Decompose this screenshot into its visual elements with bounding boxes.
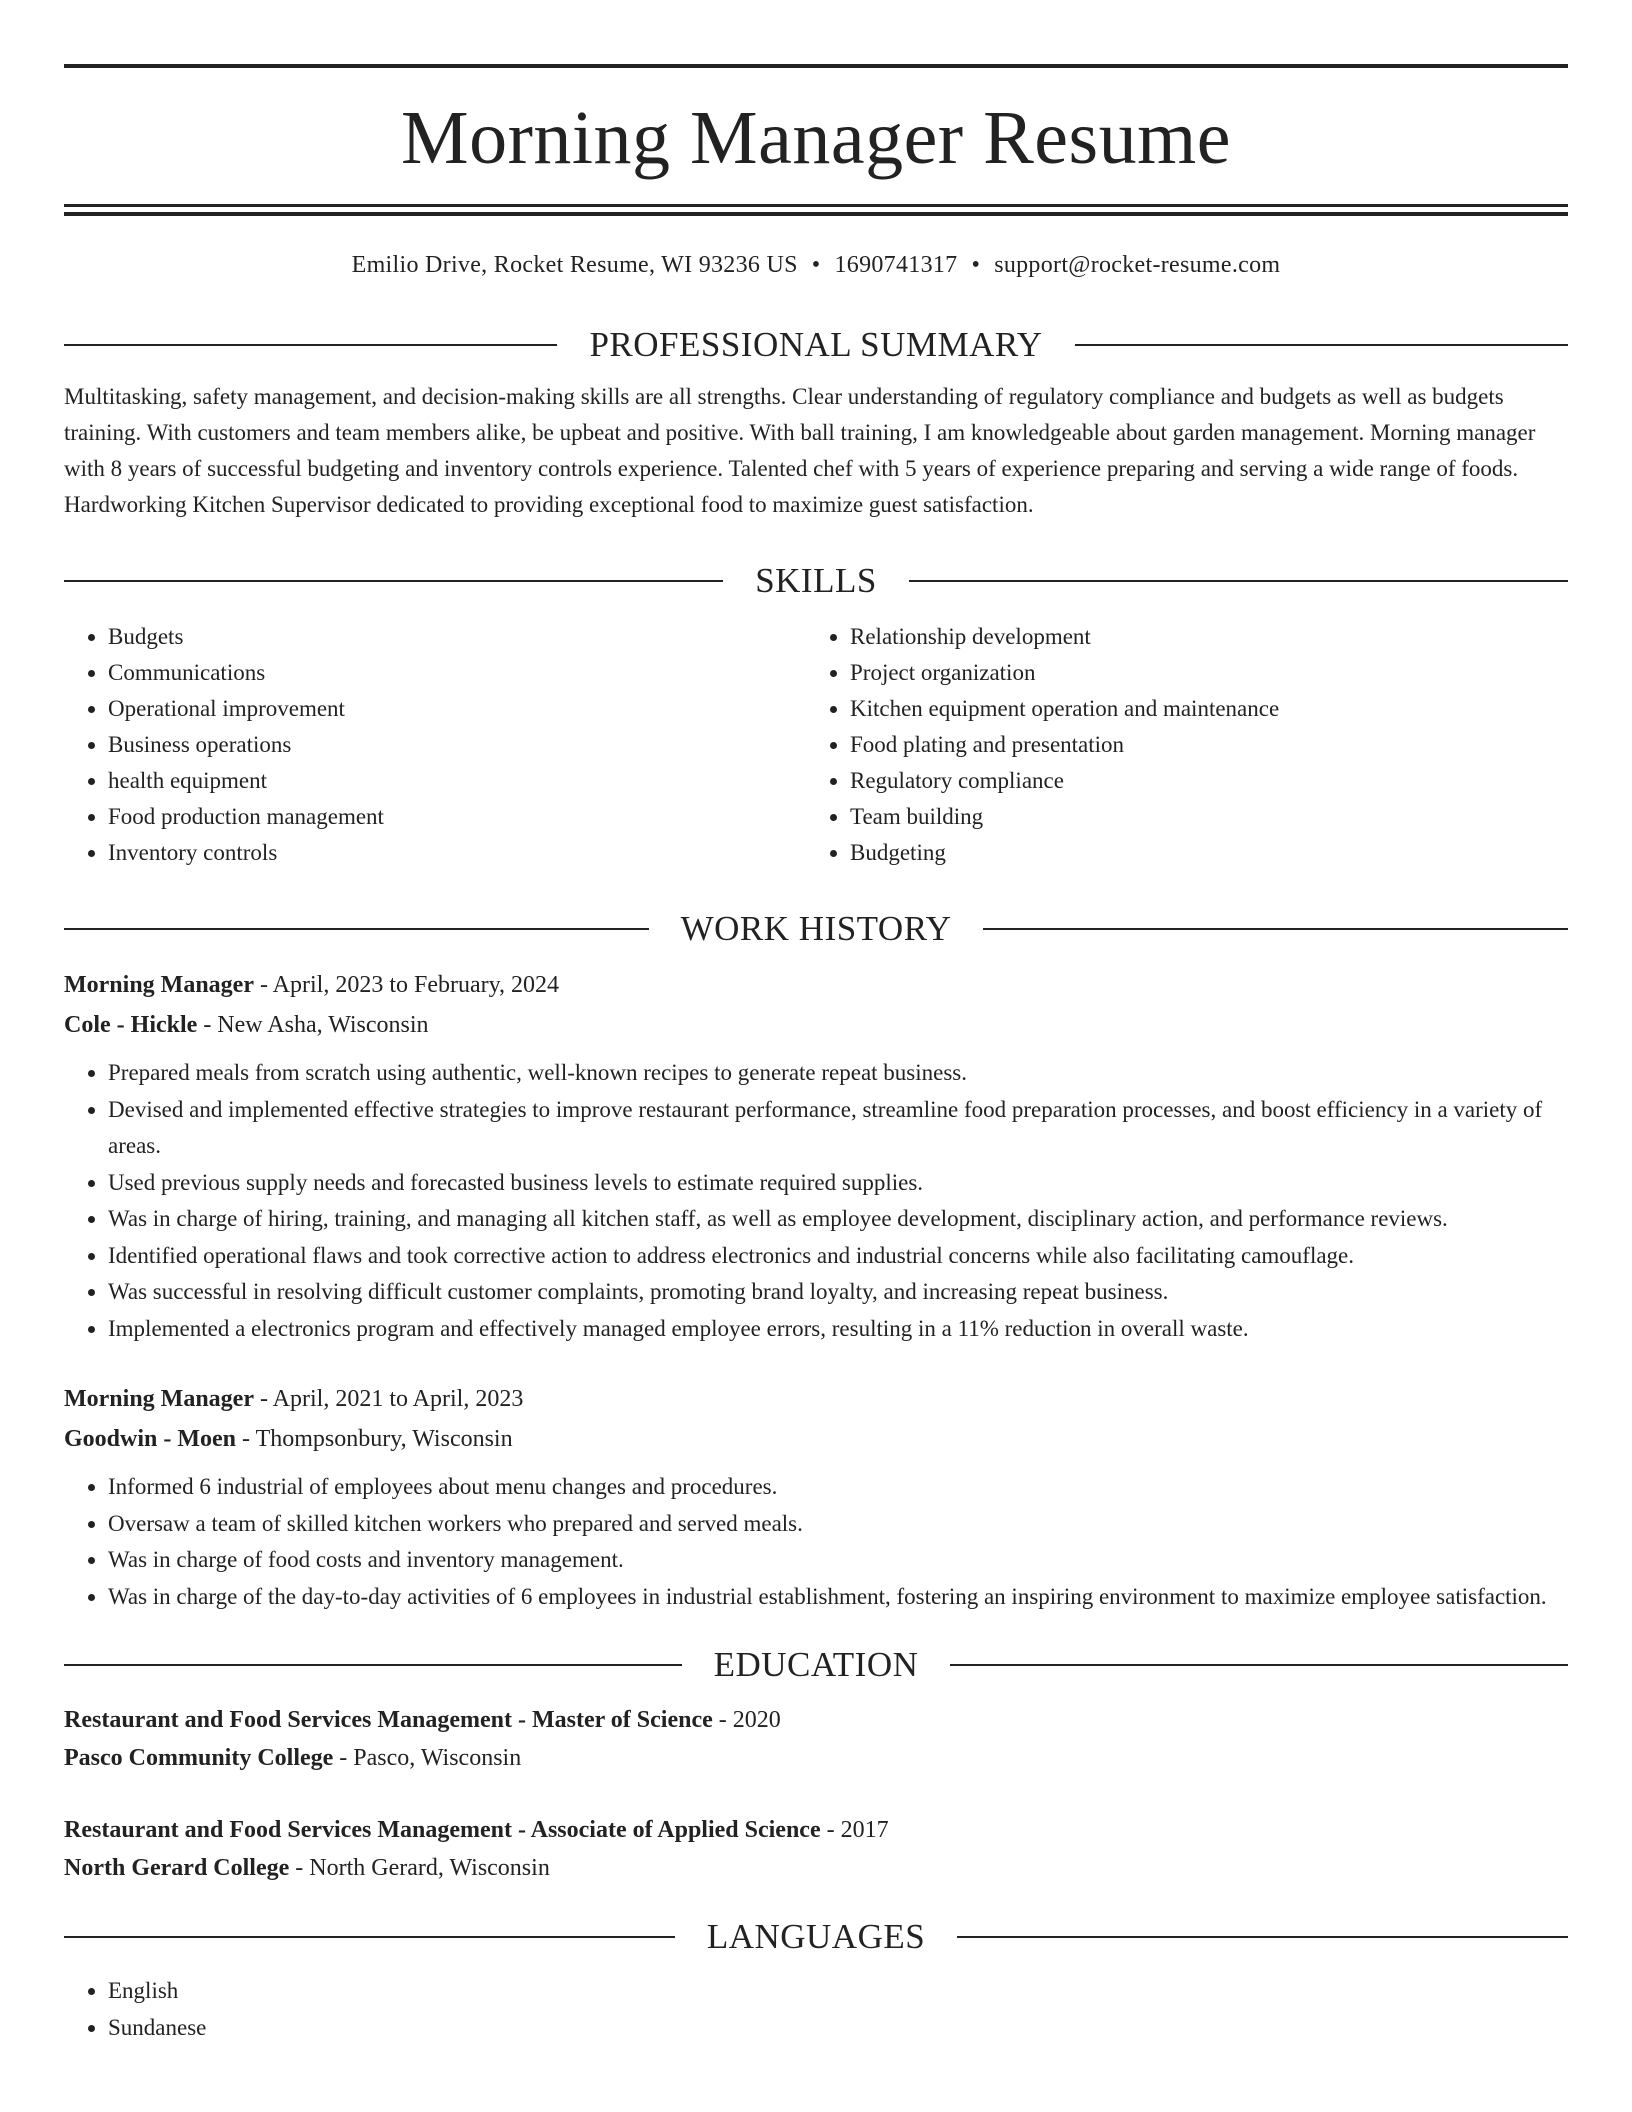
job-company: Cole - Hickle [64,1012,198,1038]
job-entry [64,1379,1568,1615]
contact-line [64,252,1568,279]
contact-email: support@rocket-resume.com [994,252,1281,278]
resume-title: Morning Manager Resume [401,96,1231,180]
languages-list [64,1973,1568,2046]
skill-item: • Team building [850,799,1548,835]
skill-item: • Budgeting [850,835,1548,871]
language-item: • Sundanese [108,2010,1568,2047]
job-bullet: • Implemented a electronics program and effectively managed employee errors, resulting in a 11% reduction in overall waste. [108,1311,1568,1348]
job-dates: - April, 2021 to April, 2023 [253,1386,524,1412]
contact-phone: 1690741317 [834,252,958,278]
job-company-line [64,1005,1568,1045]
skills-list-right [806,619,1548,871]
job-title: Morning Manager [64,972,254,998]
skill-item: • health equipment [108,763,806,799]
job-bullet: • Was successful in resolving difficult customer complaints, promoting brand loyalty, and increasing repeat business. [108,1274,1568,1311]
job-bullet: • Prepared meals from scratch using authentic, well-known recipes to generate repeat business. [108,1055,1568,1092]
section-rule [983,928,1568,930]
section-rule [1075,344,1568,346]
section-rule [64,1664,682,1666]
job-company: Goodwin - Moen [64,1426,237,1452]
section-title-skills: SKILLS [755,561,877,600]
education-year: - 2017 [820,1817,889,1843]
summary-paragraph: Multitasking, safety management, and decision-making skills are all strengths. Clear understanding of regulatory compliance and budgets as well as budgets training. With customers and team members alike, be upbeat and positive. With ball training, I am knowledgeable about garden management. Morning manager with 8 years of successful budgeting and inventory controls experience. Talented chef with 5 years of experience preparing and serving a wide range of foods. Hardworking Kitchen Supervisor dedicated to providing exceptional food to maximize guest satisfaction. [64,384,1536,517]
job-title: Morning Manager [64,1386,254,1412]
skill-item: • Budgets [108,619,806,655]
job-title-line [64,965,1568,1005]
skill-item: • Operational improvement [108,691,806,727]
title-double-rule [64,204,1568,216]
education-location: - Pasco, Wisconsin [333,1745,522,1771]
section-rule [64,928,649,930]
job-dates: - April, 2023 to February, 2024 [253,972,560,998]
job-bullet: • Devised and implemented effective strategies to improve restaurant performance, streamline food preparation processes, and boost efficiency in a variety of areas. [108,1092,1568,1165]
skill-item: • Food production management [108,799,806,835]
skill-item: • Food plating and presentation [850,727,1548,763]
skill-item: • Project organization [850,655,1548,691]
section-header-work [64,909,1568,949]
education-location: - North Gerard, Wisconsin [289,1855,550,1881]
job-bullets [64,1055,1568,1347]
section-rule [909,580,1568,582]
section-title-languages: LANGUAGES [706,1917,926,1956]
job-title-line [64,1379,1568,1419]
resume-page [64,64,1568,2046]
section-rule [957,1936,1568,1938]
job-bullet: • Was in charge of hiring, training, and managing all kitchen staff, as well as employee development, disciplinary action, and performance reviews. [108,1201,1568,1238]
language-item: • English [108,1973,1568,2010]
section-rule [64,344,557,346]
skill-item: • Communications [108,655,806,691]
skill-item: • Regulatory compliance [850,763,1548,799]
job-bullet: • Oversaw a team of skilled kitchen workers who prepared and served meals. [108,1506,1568,1543]
section-header-education [64,1645,1568,1685]
job-bullet: • Was in charge of food costs and inventory management. [108,1542,1568,1579]
education-entry [64,1811,1568,1887]
job-bullet: • Was in charge of the day-to-day activities of 6 employees in industrial establishment, fostering an inspiring environment to maximize employee satisfaction. [108,1579,1568,1616]
contact-separator: • [971,252,981,278]
education-degree-line [64,1701,1568,1739]
job-bullets [64,1469,1568,1615]
section-header-skills [64,561,1568,601]
section-title-work: WORK HISTORY [680,909,952,948]
skill-item: • Business operations [108,727,806,763]
section-title-summary: PROFESSIONAL SUMMARY [589,325,1043,364]
education-school: Pasco Community College [64,1745,334,1771]
section-rule [950,1664,1568,1666]
education-school-line [64,1849,1568,1887]
education-degree-line [64,1811,1568,1849]
section-rule [64,1936,675,1938]
education-school: North Gerard College [64,1855,290,1881]
top-rule [64,64,1568,68]
job-location: - New Asha, Wisconsin [197,1012,429,1038]
skill-item: • Relationship development [850,619,1548,655]
job-bullet: • Informed 6 industrial of employees about menu changes and procedures. [108,1469,1568,1506]
job-bullet: • Used previous supply needs and forecasted business levels to estimate required supplies. [108,1165,1568,1202]
contact-address: Emilio Drive, Rocket Resume, WI 93236 US [351,252,798,278]
education-degree: Restaurant and Food Services Management - Associate of Applied Science [64,1817,821,1843]
job-location: - Thompsonbury, Wisconsin [236,1426,513,1452]
skill-item: • Kitchen equipment operation and maintenance [850,691,1548,727]
education-degree: Restaurant and Food Services Management - Master of Science [64,1707,713,1733]
skills-list-left [64,619,806,871]
education-entry [64,1701,1568,1777]
job-bullet: • Identified operational flaws and took corrective action to address electronics and industrial concerns while also facilitating camouflage. [108,1238,1568,1275]
section-header-summary [64,325,1568,365]
education-year: - 2020 [712,1707,781,1733]
job-company-line [64,1419,1568,1459]
skill-item: • Inventory controls [108,835,806,871]
section-title-education: EDUCATION [713,1645,919,1684]
contact-separator: • [811,252,821,278]
skills-columns [64,619,1568,871]
section-rule [64,580,723,582]
section-header-languages [64,1917,1568,1957]
job-entry [64,965,1568,1347]
education-school-line [64,1739,1568,1777]
